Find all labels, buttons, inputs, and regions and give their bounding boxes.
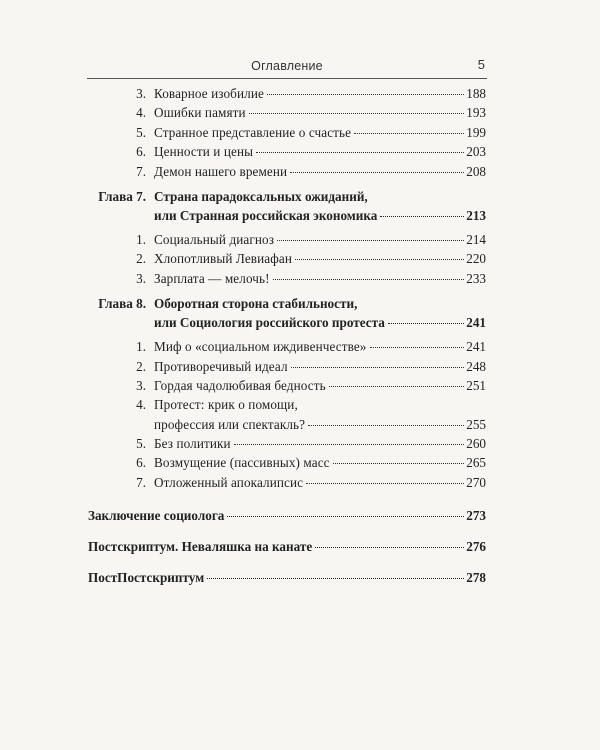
dot-leader [329, 386, 464, 387]
dot-leader [291, 367, 465, 368]
dot-leader [308, 425, 464, 426]
entry-page: 270 [466, 474, 486, 490]
entry-number: 2. [136, 251, 146, 267]
entry-title: Странное представление о счастье [154, 124, 352, 140]
entry-number: 3. [136, 86, 146, 101]
entry-page: 255 [466, 416, 486, 432]
toc-entry[interactable] [88, 164, 486, 183]
entry-number: 1. [136, 339, 146, 355]
dot-leader [273, 279, 465, 280]
chapter-page: 213 [466, 207, 486, 223]
dot-leader [306, 483, 464, 484]
section-title: Заключение социолога [88, 508, 225, 524]
dot-leader [290, 172, 464, 173]
entry-page: 265 [466, 455, 486, 471]
entry-page: 193 [466, 105, 486, 121]
entry-title-line2: профессия или спектакль? [154, 416, 306, 432]
entry-number: 3. [136, 270, 146, 286]
chapter-title-line2: или Социология российского протеста [154, 315, 385, 331]
dot-leader [267, 94, 464, 95]
entry-page: 233 [466, 270, 486, 286]
dot-leader [380, 216, 464, 217]
chapter-title-line1: Страна парадоксальных ожиданий, [154, 188, 368, 204]
entry-page: 248 [466, 358, 486, 374]
section-postscript[interactable] [88, 539, 486, 559]
entry-number: 6. [136, 144, 146, 160]
entry-title: Возмущение (пассивных) масс [154, 455, 330, 471]
entry-title: Демон нашего времени [154, 163, 288, 179]
toc-entry-multiline[interactable] [88, 397, 486, 436]
header-title: Оглавление [251, 59, 323, 73]
toc-entry[interactable] [88, 475, 486, 494]
entry-page: 214 [466, 231, 486, 247]
chapter-title-line2: или Странная российская экономика [154, 207, 378, 223]
entry-title: Отложенный апокалипсис [154, 474, 304, 490]
entry-number: 7. [136, 163, 146, 179]
dot-leader [315, 547, 464, 548]
entry-title: Без политики [154, 436, 231, 452]
entry-number: 5. [136, 436, 146, 452]
entry-page: 251 [466, 377, 486, 393]
dot-leader [277, 240, 464, 241]
toc-entry[interactable] [88, 359, 486, 378]
entry-number: 4. [136, 105, 146, 121]
entry-title: Противоречивый идеал [154, 358, 288, 374]
toc-entry[interactable] [88, 125, 486, 144]
entry-title: Коварное изобилие [154, 86, 264, 101]
section-page: 276 [466, 539, 486, 555]
dot-leader [388, 323, 464, 324]
chapter-7[interactable] [88, 189, 486, 228]
entry-number: 4. [136, 397, 146, 413]
entry-number: 3. [136, 377, 146, 393]
entry-page: 220 [466, 251, 486, 267]
chapter-number: Глава 8. [98, 296, 146, 312]
toc-entry[interactable] [88, 378, 486, 397]
chapter-8[interactable] [88, 296, 486, 335]
entry-number: 2. [136, 358, 146, 374]
dot-leader [333, 463, 465, 464]
dot-leader [354, 133, 464, 134]
dot-leader [256, 152, 464, 153]
entry-number: 5. [136, 124, 146, 140]
entry-page: 241 [466, 339, 486, 355]
toc-entry[interactable] [88, 105, 486, 124]
entry-page: 203 [466, 144, 486, 160]
entry-title: Миф о «социальном иждивенчестве» [154, 339, 367, 355]
toc-entry[interactable] [88, 144, 486, 163]
dot-leader [370, 347, 465, 348]
entry-number: 6. [136, 455, 146, 471]
toc-entry[interactable] [88, 436, 486, 455]
running-header [87, 56, 487, 79]
dot-leader [249, 113, 465, 114]
toc-entry[interactable] [88, 455, 486, 474]
section-page: 273 [466, 508, 486, 524]
section-post-postscript[interactable] [88, 570, 486, 590]
entry-title: Ошибки памяти [154, 105, 246, 121]
chapter-page: 241 [466, 315, 486, 331]
toc-entry[interactable] [88, 232, 486, 251]
entry-title: Социальный диагноз [154, 231, 275, 247]
toc-entry[interactable] [88, 339, 486, 358]
entry-page: 199 [466, 124, 486, 140]
entry-title-line1: Протест: крик о помощи, [154, 397, 298, 413]
entry-page: 260 [466, 436, 486, 452]
toc-entry[interactable] [88, 271, 486, 290]
entry-title: Ценности и цены [154, 144, 254, 160]
chapter-title-line1: Оборотная сторона стабильности, [154, 296, 358, 312]
section-conclusion[interactable] [88, 508, 486, 528]
section-page: 278 [466, 570, 486, 586]
chapter-number: Глава 7. [98, 188, 146, 204]
entry-title: Гордая чадолюбивая бедность [154, 377, 326, 393]
entry-page: 188 [466, 86, 486, 101]
dot-leader [234, 444, 465, 445]
toc-entry[interactable] [88, 86, 486, 105]
table-of-contents [88, 86, 486, 590]
section-title: ПостПостскриптум [88, 570, 205, 586]
dot-leader [227, 516, 464, 517]
toc-entry[interactable] [88, 251, 486, 270]
page-number: 5 [477, 57, 485, 72]
entry-number: 1. [136, 231, 146, 247]
entry-title: Зарплата — мелочь! [154, 270, 270, 286]
entry-page: 208 [466, 163, 486, 179]
section-title: Постскриптум. Неваляшка на канате [88, 539, 313, 555]
dot-leader [207, 578, 464, 579]
dot-leader [295, 259, 464, 260]
entry-number: 7. [136, 474, 146, 490]
entry-title: Хлопотливый Левиафан [154, 251, 292, 267]
